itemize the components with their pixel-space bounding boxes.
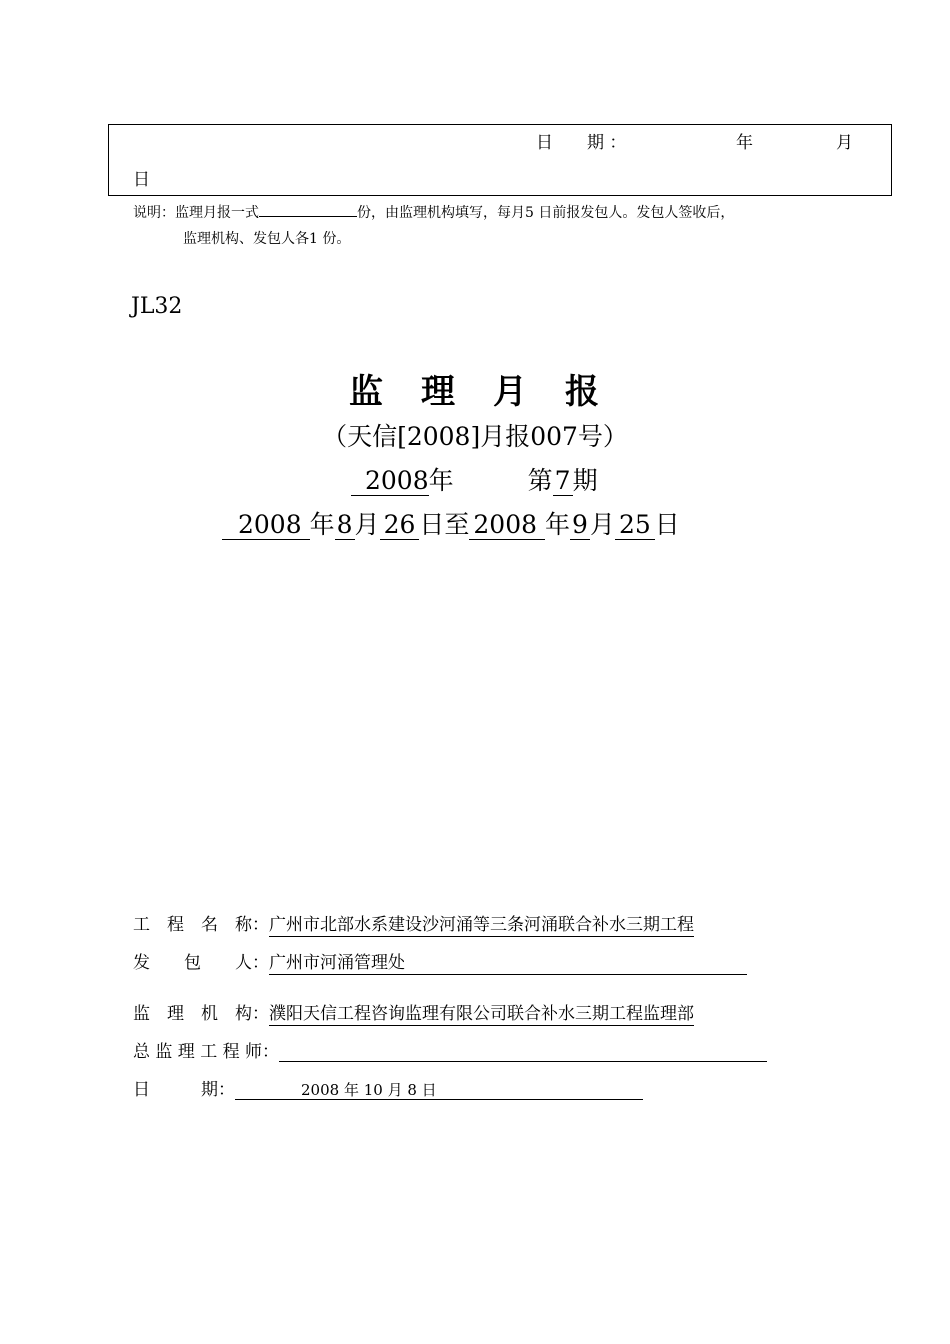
date-box-day-label: 日 (133, 170, 150, 190)
supervisor-label: 监 理 机 构： (133, 1004, 269, 1024)
start-month-char: 月 (354, 510, 380, 539)
end-day: 25 (615, 510, 655, 540)
employer-value: 广州市河涌管理处 (269, 954, 747, 975)
issue-number: 7 (554, 466, 571, 495)
supervisor-value: 濮阳天信工程咨询监理有限公司联合补水三期工程监理部 (269, 1004, 694, 1024)
start-year: 2008 (222, 510, 310, 540)
date-box-month-label: 月 (836, 133, 853, 153)
date-range-line (222, 505, 680, 541)
report-date-row (133, 1075, 643, 1100)
page-title: 监 理 月 报 (349, 372, 601, 412)
range-to: 日至 (419, 510, 470, 539)
copies-blank (259, 204, 357, 217)
start-month: 8 (336, 510, 353, 539)
project-name-label: 工 程 名 称： (133, 915, 269, 935)
start-year-char: 年 (309, 510, 335, 539)
note-suffix: 份，由监理机构填写，每月5 日前报发包人。发包人签收后， (357, 205, 735, 221)
end-year-char: 年 (545, 510, 571, 539)
form-code: JL32 (131, 294, 183, 319)
end-year: 2008 (469, 510, 545, 540)
employer-label: 发 包 人： (133, 953, 269, 973)
end-month: 9 (572, 510, 588, 539)
project-name-row (133, 910, 694, 937)
period-line (351, 461, 598, 497)
issue-prefix: 第 (527, 466, 553, 495)
report-number: （天信[2008]月报007号） (322, 422, 628, 451)
chief-engineer-row (133, 1037, 767, 1062)
end-day-char: 日 (654, 510, 680, 539)
period-year-suffix: 年 (428, 466, 454, 495)
start-day: 26 (380, 510, 420, 540)
note-prefix: 说明：监理月报一式 (133, 205, 259, 221)
note-line-2: 监理机构、发包人各1 份。 (183, 231, 351, 247)
date-box (108, 124, 892, 196)
note-line-1 (133, 202, 734, 222)
supervisor-row (133, 999, 694, 1026)
date-box-date-label: 日 期 ： (536, 133, 627, 153)
report-date-label: 日 期： (133, 1080, 235, 1100)
end-month-char: 月 (589, 510, 615, 539)
report-date-value: 2008 年 10 月 8 日 (235, 1082, 643, 1100)
date-box-year-label: 年 (736, 133, 753, 153)
chief-engineer-label: 总 监 理 工 程 师： (133, 1042, 280, 1062)
period-year: 2008 (351, 466, 429, 496)
project-name-value: 广州市北部水系建设沙河涌等三条河涌联合补水三期工程 (269, 915, 694, 935)
chief-engineer-signature-line (279, 1043, 767, 1062)
issue-suffix: 期 (572, 466, 598, 495)
employer-row (133, 948, 747, 975)
